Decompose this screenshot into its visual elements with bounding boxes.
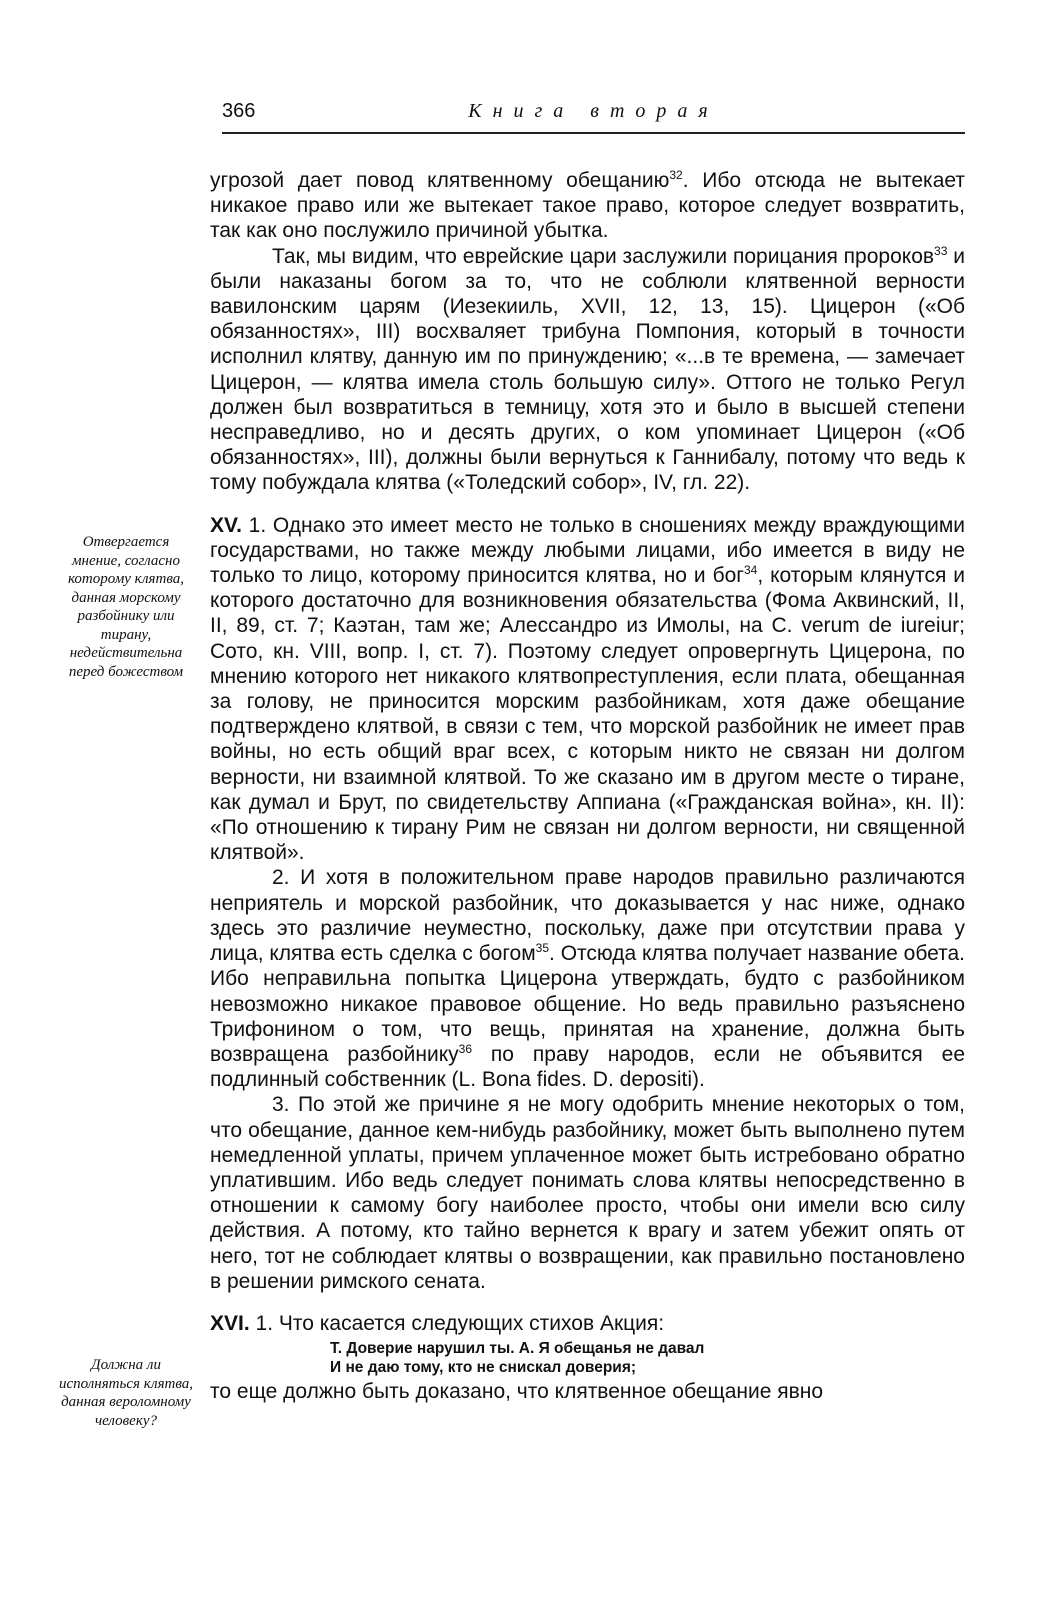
section-xv-3: 3. По этой же причине я не могу одобрить мнение некоторых о том, что обещание, данное кем-нибудь разбойнику, может быть выполнено путем немедленной уплаты, причем уплаченное может быть истребовано обратно уплатившим. Ибо ведь следует понимать слова клятвы непосредственно в отношении к самому богу наиболее просто, чтобы они имели всю силу действия. А потому, кто тайно вернется к врагу и затем убежит опять от него, тот не соблюдает клятвы о возвращении, как правильно постановлено в решении римского сената.	[210, 1093, 965, 1293]
margin-note-treacherous-person: Должна ли исполняться клятва, данная вероломному человеку?	[58, 1357, 194, 1429]
verse-quote	[330, 1339, 965, 1377]
verse-line: Т. Доверие нарушил ты. А. Я обещанья не давал	[330, 1340, 705, 1358]
section-xvi-1: XVI. 1. Что касается следующих стихов Акция:	[210, 1311, 665, 1335]
book-title: Книга вторая	[468, 100, 719, 122]
footnote-ref: 34	[743, 563, 758, 578]
section-xv-2: 2. И хотя в положительном праве народов правильно различаются неприятель и морской разбойник, что доказывается у нас ниже, однако здесь это различие неуместно, поскольку, даже при отсутствии права у лица, клятва есть сделка с богом$^{35}$. Отсюда клятва получает название обета. Ибо неправильна попытка Цицерона утверждать, будто с разбойником невозможно никакое правовое общение. Но ведь правильно разъяснено Трифонином о том, что вещь, принятая на хранение, должна быть возвращена разбойнику$^{36}$ по праву народов, если не объявится ее подлинный собственник (L. Bona fides. D. depositi).	[210, 866, 966, 1092]
paragraph-continuation: угрозой дает повод клятвенному обещанию$^{32}$. Ибо отсюда не вытекает никакое право или же вытекает такое право, которое следует возвратить, так как оно послужило причиной убытка.	[210, 168, 965, 243]
margin-note-perjury-pirates: Отвергается мнение, согласно которому клятва, данная морскому разбойнику или тирану, недействительна перед божеством	[67, 534, 184, 680]
footnote-ref: 36	[458, 1041, 472, 1056]
verse-line: И не даю тому, кто не снискал доверия;	[330, 1359, 637, 1377]
running-head	[222, 96, 965, 134]
footnote-ref: 35	[535, 941, 549, 956]
paragraph-jewish-kings: Так, мы видим, что еврейские цари заслужили порицания пророков$^{33}$ и были наказаны богом за то, что не соблюли клятвенной верности вавилонским царям (Иезекииль, XVII, 12, 13, 15). Цицерон («Об обязанностях», III) восхваляет трибуна Помпония, который в точности исполнил клятву, данную им по принуждению; «...в те времена, — замечает Цицерон, — клятва имела столь большую силу». Оттого не только Регул должен был возвратиться в темницу, хотя это и было в высшей степени несправедливо, но и десять других, о ком упоминает Цицерон («Об обязанностях», III), должны были вернуться к Ганнибалу, потому что ведь к тому побуждала клятва («Толедский собор», IV, гл. 22).	[210, 243, 965, 495]
page-number: 366	[222, 100, 256, 122]
footnote-ref: 33	[934, 243, 948, 258]
section-number: XVI.	[210, 1311, 250, 1335]
section-number: XV.	[210, 513, 242, 537]
paragraph-final-line: то еще должно быть доказано, что клятвенное обещание явно	[210, 1380, 824, 1404]
footnote-ref: 32	[669, 168, 683, 182]
section-xv-1: XV. 1. Однако это имеет место не только в сношениях между враждующими государствами, но также между любыми лицами, ибо имеется в виду не только то лицо, которому приносится клятва, но и бог$^{34}$, которым клянутся и которого достаточно для возникновения обязательства (Фома Аквинский, II, II, 89, ст. 7; Каэтан, там же; Алессандро из Имолы, на C. verum de iureiur; Сото, кн. VIII, вопр. I, ст. 7). Поэтому следует опровергнуть Цицерона, по мнению которого нет никакого клятвопреступления, если плата, обещанная за голову, не приносится морским разбойникам, хотя даже обещание подтверждено клятвой, в связи с тем, что морской разбойник не имеет прав войны, но есть общий враг всех, с которым никто не связан ни долгом верности, ни взаимной клятвой. То же сказано им в другом месте о тиране, как думал и Брут, по свидетельству Аппиана («Гражданская война», кн. II): «По отношению к тирану Рим не связан ни долгом верности, ни священной клятвой».	[210, 513, 965, 865]
main-text	[210, 168, 965, 1404]
